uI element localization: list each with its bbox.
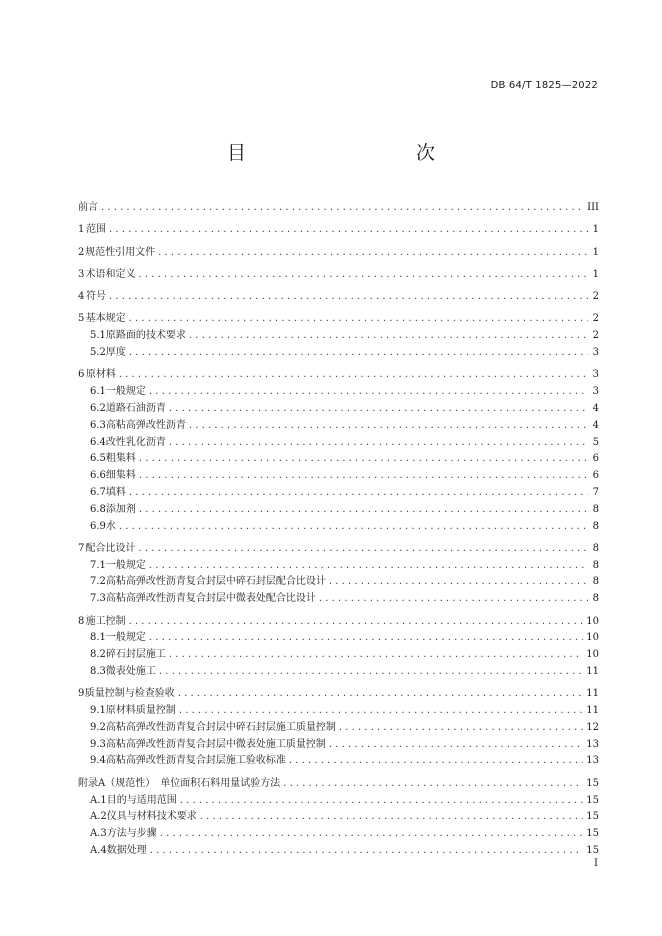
toc-entry-page: 2	[592, 291, 599, 303]
toc-entry-number: 1	[78, 224, 85, 236]
toc-entry[interactable]	[78, 809, 599, 826]
toc-entry[interactable]	[78, 541, 599, 558]
toc-entry-page: 2	[592, 313, 599, 325]
toc-entry-label: 一般规定	[105, 559, 146, 571]
toc-entry-number: A.2	[90, 811, 107, 823]
toc-entry-page: 6	[592, 453, 599, 465]
dot-leader	[101, 200, 584, 217]
dot-leader	[139, 541, 589, 558]
dot-leader	[139, 451, 588, 468]
toc-entry-label: 原路面的技术要求	[105, 330, 186, 342]
toc-entry[interactable]	[78, 345, 599, 362]
toc-entry-number: 5.2	[90, 347, 106, 359]
toc-entry-page: 11	[586, 688, 599, 700]
dot-leader	[169, 401, 588, 418]
toc-entry-number: 6.4	[90, 436, 106, 448]
toc-entry[interactable]	[78, 558, 599, 575]
toc-entry-label: 基本规定	[85, 313, 126, 325]
toc-entry-label: 符号	[86, 291, 106, 303]
toc-entry-number: 3	[78, 268, 85, 280]
dot-leader	[129, 345, 588, 362]
page-number: I	[594, 858, 598, 869]
toc-entry-page: 8	[592, 559, 599, 571]
dot-leader	[158, 245, 588, 262]
dot-leader	[149, 384, 588, 401]
toc-entry-label: 目的与适用范围	[106, 794, 177, 806]
toc-entry-label: 细集料	[105, 470, 136, 482]
toc-entry-page: 7	[592, 486, 599, 498]
dot-leader	[149, 558, 588, 575]
toc-entry-label: 术语和定义	[85, 268, 136, 280]
toc-entry-label: 添加剂	[105, 503, 136, 515]
dot-leader	[129, 614, 584, 631]
toc-entry-page: 1	[592, 246, 599, 258]
toc-entry[interactable]	[78, 267, 599, 284]
toc-entry-page: 11	[586, 665, 599, 677]
table-of-contents	[78, 200, 599, 860]
toc-entry-page: III	[587, 202, 599, 213]
toc-entry[interactable]	[78, 793, 599, 810]
toc-entry-page: 4	[592, 402, 599, 414]
toc-entry-label: 附录A（规范性） 单位面积石料用量试验方法	[78, 777, 281, 789]
toc-entry[interactable]	[78, 200, 599, 217]
toc-entry[interactable]	[78, 384, 599, 401]
toc-entry-page: 2	[592, 330, 599, 342]
toc-entry[interactable]	[78, 720, 599, 737]
toc-entry[interactable]	[78, 686, 599, 703]
dot-leader	[178, 686, 584, 703]
dot-leader	[139, 468, 588, 485]
toc-entry-label: 厚度	[105, 347, 126, 359]
toc-entry-label: 一般规定	[105, 632, 146, 644]
dot-leader	[200, 809, 584, 826]
toc-entry-label: 一般规定	[105, 386, 146, 398]
toc-entry[interactable]	[78, 485, 599, 502]
dot-leader	[189, 418, 588, 435]
toc-entry-number: 7.3	[90, 593, 106, 605]
toc-entry-page: 11	[586, 705, 599, 717]
toc-entry[interactable]	[78, 776, 599, 793]
toc-entry-label: 配合比设计	[85, 542, 136, 554]
toc-entry[interactable]	[78, 574, 599, 591]
toc-entry[interactable]	[78, 451, 599, 468]
toc-entry-number: 6.2	[90, 402, 106, 414]
toc-entry-label: 原材料质量控制	[105, 705, 176, 717]
toc-entry-number: 5.1	[90, 330, 106, 342]
dot-leader	[139, 502, 588, 519]
toc-entry-page: 15	[586, 828, 599, 840]
toc-entry[interactable]	[78, 826, 599, 843]
toc-entry[interactable]	[78, 311, 599, 328]
toc-entry-number: 7.2	[90, 576, 106, 588]
dot-leader	[169, 647, 583, 664]
toc-entry-number: 9.3	[90, 738, 106, 750]
toc-entry-label: 质量控制与检查验收	[84, 688, 175, 700]
toc-entry-label: 规范性引用文件	[85, 246, 156, 258]
toc-entry-page: 1	[592, 268, 599, 280]
toc-entry[interactable]	[78, 664, 599, 681]
toc-entry-page: 3	[592, 347, 599, 359]
dot-leader	[339, 720, 583, 737]
toc-entry-label: 高粘高弹改性沥青复合封层中微表处施工质量控制	[105, 738, 326, 750]
toc-entry-label: 施工控制	[85, 615, 126, 627]
toc-entry-page: 15	[586, 777, 599, 789]
toc-entry-label: 范围	[86, 224, 106, 236]
toc-entry[interactable]	[78, 289, 599, 306]
toc-entry[interactable]	[78, 647, 599, 664]
toc-entry-page: 6	[592, 470, 599, 482]
toc-entry-number: 6.8	[90, 503, 106, 515]
dot-leader	[329, 737, 583, 754]
toc-entry-page: 15	[586, 794, 599, 806]
toc-title: 目 次	[226, 142, 479, 164]
toc-entry[interactable]	[78, 614, 599, 631]
toc-entry[interactable]	[78, 843, 599, 860]
dot-leader	[150, 843, 584, 860]
toc-entry-number: 9.4	[90, 755, 106, 767]
toc-entry-page: 8	[592, 576, 599, 588]
toc-entry-page: 15	[586, 844, 599, 856]
dot-leader	[129, 485, 588, 502]
toc-entry-page: 8	[592, 542, 599, 554]
toc-entry-label: 高粘高弹改性沥青	[105, 419, 186, 431]
toc-entry[interactable]	[78, 418, 599, 435]
toc-entry-page: 8	[592, 520, 599, 532]
dot-leader	[179, 703, 583, 720]
toc-entry-label: 粗集料	[105, 453, 136, 465]
toc-entry-page: 10	[586, 632, 599, 644]
toc-entry[interactable]	[78, 737, 599, 754]
dot-leader	[180, 793, 584, 810]
toc-entry-page: 8	[592, 503, 599, 515]
toc-entry-number: 6.1	[90, 386, 106, 398]
dot-leader	[283, 776, 583, 793]
dot-leader	[319, 591, 588, 608]
dot-leader	[329, 574, 588, 591]
dot-leader	[289, 753, 583, 770]
toc-entry-number: 6.5	[90, 453, 106, 465]
toc-entry-number: 9	[78, 688, 85, 700]
toc-entry-number: A.3	[90, 828, 107, 840]
toc-entry-number: 8	[78, 615, 85, 627]
toc-entry-number: 6.3	[90, 419, 106, 431]
toc-entry-page: 5	[592, 436, 599, 448]
dot-leader	[139, 267, 589, 284]
toc-entry[interactable]	[78, 367, 599, 384]
toc-entry-number: 8.1	[90, 632, 106, 644]
toc-entry-label: 水	[105, 520, 116, 532]
toc-entry-page: 15	[586, 811, 599, 823]
toc-entry-page: 8	[592, 593, 599, 605]
toc-entry-label: 高粘高弹改性沥青复合封层中碎石封层配合比设计	[105, 576, 326, 588]
toc-entry-label: 改性乳化沥青	[105, 436, 166, 448]
dot-leader	[169, 435, 588, 452]
toc-entry[interactable]	[78, 703, 599, 720]
toc-entry[interactable]	[78, 519, 599, 536]
toc-entry[interactable]	[78, 753, 599, 770]
dot-leader	[119, 519, 588, 536]
toc-entry-number: 4	[78, 291, 85, 303]
toc-entry[interactable]	[78, 328, 599, 345]
dot-leader	[109, 222, 588, 239]
toc-entry-number: 6.6	[90, 470, 106, 482]
toc-entry-label: 高粘高弹改性沥青复合封层施工验收标准	[105, 755, 286, 767]
toc-entry-label: 前言	[78, 202, 98, 213]
toc-entry-page: 12	[586, 721, 599, 733]
toc-entry-label: 高粘高弹改性沥青复合封层中微表处配合比设计	[105, 593, 316, 605]
toc-entry-page: 13	[586, 738, 599, 750]
toc-entry[interactable]	[78, 435, 599, 452]
toc-entry-number: 9.2	[90, 721, 106, 733]
toc-entry-number: 7.1	[90, 559, 106, 571]
toc-entry-label: 高粘高弹改性沥青复合封层中碎石封层施工质量控制	[105, 721, 336, 733]
toc-entry-label: 方法与步骤	[106, 828, 157, 840]
toc-entry-label: 微表处施工	[105, 665, 156, 677]
toc-entry-number: 9.1	[90, 705, 106, 717]
toc-entry-number: 6	[78, 369, 85, 381]
toc-entry-number: A.4	[90, 844, 107, 856]
toc-entry-page: 13	[586, 755, 599, 767]
toc-entry[interactable]	[78, 222, 599, 239]
dot-leader	[109, 289, 588, 306]
toc-entry-label: 原材料	[85, 369, 116, 381]
toc-entry[interactable]	[78, 245, 599, 262]
toc-entry-number: 6.9	[90, 520, 106, 532]
toc-entry[interactable]	[78, 401, 599, 418]
toc-entry-label: 碎石封层施工	[105, 649, 166, 661]
toc-entry[interactable]	[78, 468, 599, 485]
toc-entry-label: 道路石油沥青	[105, 402, 166, 414]
toc-entry-number: 8.3	[90, 665, 106, 677]
dot-leader	[119, 367, 588, 384]
document-code: DB 64/T 1825—2022	[490, 80, 598, 91]
toc-entry-number: 5	[78, 313, 85, 325]
dot-leader	[149, 630, 583, 647]
toc-entry-number: 7	[78, 542, 85, 554]
dot-leader	[189, 328, 588, 345]
toc-entry[interactable]	[78, 630, 599, 647]
toc-entry-page: 3	[592, 386, 599, 398]
toc-entry-label: 仪具与材料技术要求	[106, 811, 197, 823]
toc-entry-page: 10	[586, 615, 599, 627]
toc-entry-page: 10	[586, 649, 599, 661]
toc-entry-page: 4	[592, 419, 599, 431]
toc-entry-label: 填料	[105, 486, 126, 498]
toc-entry-number: 2	[78, 246, 85, 258]
dot-leader	[129, 311, 588, 328]
toc-entry[interactable]	[78, 591, 599, 608]
dot-leader	[159, 664, 583, 681]
toc-entry-number: A.1	[90, 794, 107, 806]
dot-leader	[160, 826, 584, 843]
toc-entry-number: 8.2	[90, 649, 106, 661]
toc-entry-label: 数据处理	[106, 844, 147, 856]
toc-entry[interactable]	[78, 502, 599, 519]
toc-entry-page: 3	[592, 369, 599, 381]
toc-entry-number: 6.7	[90, 486, 106, 498]
toc-entry-page: 1	[592, 224, 599, 236]
